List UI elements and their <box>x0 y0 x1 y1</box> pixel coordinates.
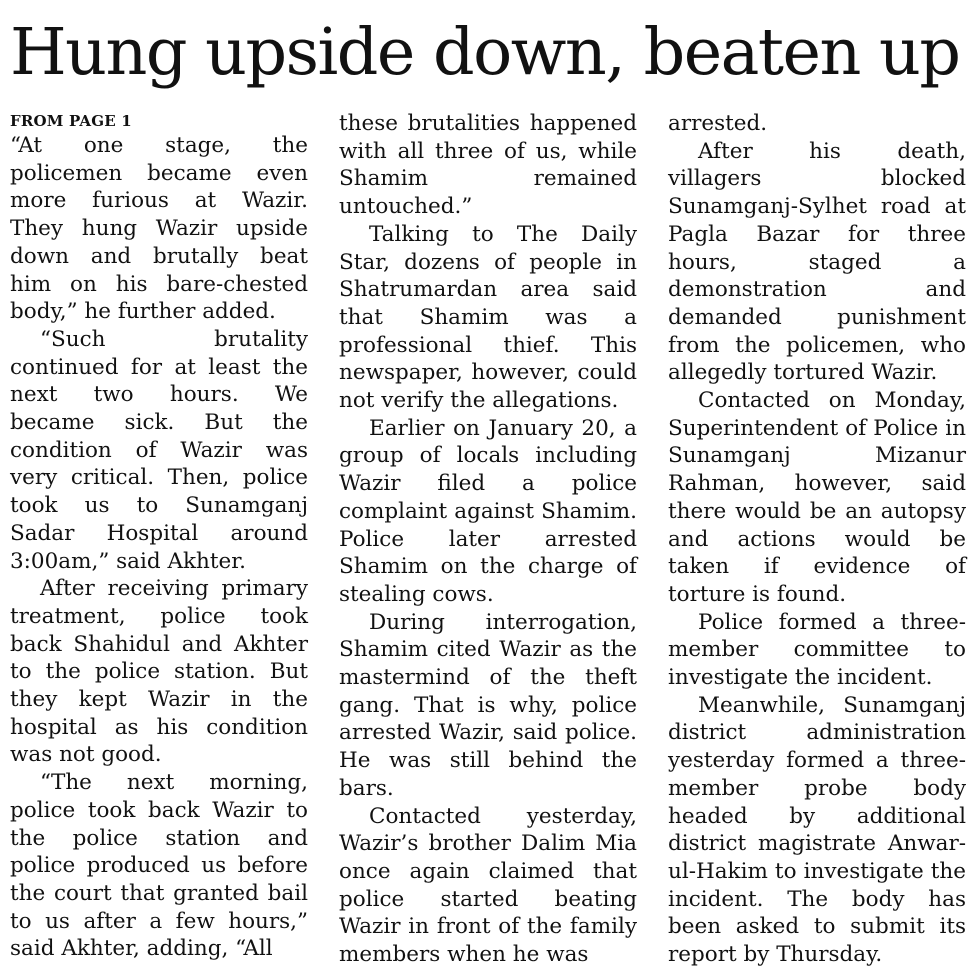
paragraph: Talking to The Daily Star, dozens of people in Shatrumardan area said that Shamim was a professional thief. This newspaper, however, could not verify the allegations. <box>339 221 637 414</box>
headline: Hung upside down, beaten up <box>10 15 960 90</box>
paragraph: Earlier on January 20, a group of locals including Wazir filed a police complaint against Shamim. Police later arrested Shamim on the charge of stealing cows. <box>339 415 637 607</box>
paragraph: “The next morning, police took back Wazir to the police station and police produced us before the court that granted bail to us after a few hours,” said Akhter, adding, “All <box>10 770 308 962</box>
article-column-2 <box>339 110 637 969</box>
article-column-1 <box>10 110 308 963</box>
paragraph: these brutalities happened with all three of us, while Shamim remained untouched.” <box>339 111 637 220</box>
paragraph: “Such brutality continued for at least the next two hours. We became sick. But the condition of Wazir was very critical. Then, police took us to Sunamganj Sadar Hospital around 3:00am,” said Akhter. <box>10 326 308 574</box>
paragraph: “At one stage, the policemen became even more furious at Wazir. They hung Wazir upside down and brutally beat him on his bare-chested body,” he further added. <box>10 133 308 325</box>
paragraph: arrested. <box>668 111 768 136</box>
continued-from-label: FROM PAGE 1 <box>10 112 132 130</box>
paragraph: After his death, villagers blocked Sunamganj-Sylhet road at Pagla Bazar for three hours, staged a demonstration and demanded punishment from the policemen, who allegedly tortured Wazir. <box>668 138 966 386</box>
paragraph: Contacted on Monday, Superintendent of Police in Sunamganj Mizanur Rahman, however, said there would be an autopsy and actions would be taken if evidence of torture is found. <box>668 388 966 607</box>
paragraph: During interrogation, Shamim cited Wazir as the mastermind of the theft gang. That is why, police arrested Wazir, said police. He was still behind the bars. <box>339 609 637 801</box>
paragraph: Police formed a three-member committee to investigate the incident. <box>668 609 966 691</box>
paragraph: Contacted yesterday, Wazir’s brother Dalim Mia once again claimed that police started beating Wazir in front of the family members when he was <box>339 803 637 968</box>
paragraph: Meanwhile, Sunamganj district administration yesterday formed a three-member probe body headed by additional district magistrate Anwar-ul-Hakim to investigate the incident. The body has been asked to submit its report by Thursday. <box>668 692 966 968</box>
article-column-3 <box>668 110 966 969</box>
paragraph: After receiving primary treatment, police took back Shahidul and Akhter to the police station. But they kept Wazir in the hospital as his condition was not good. <box>10 576 308 768</box>
